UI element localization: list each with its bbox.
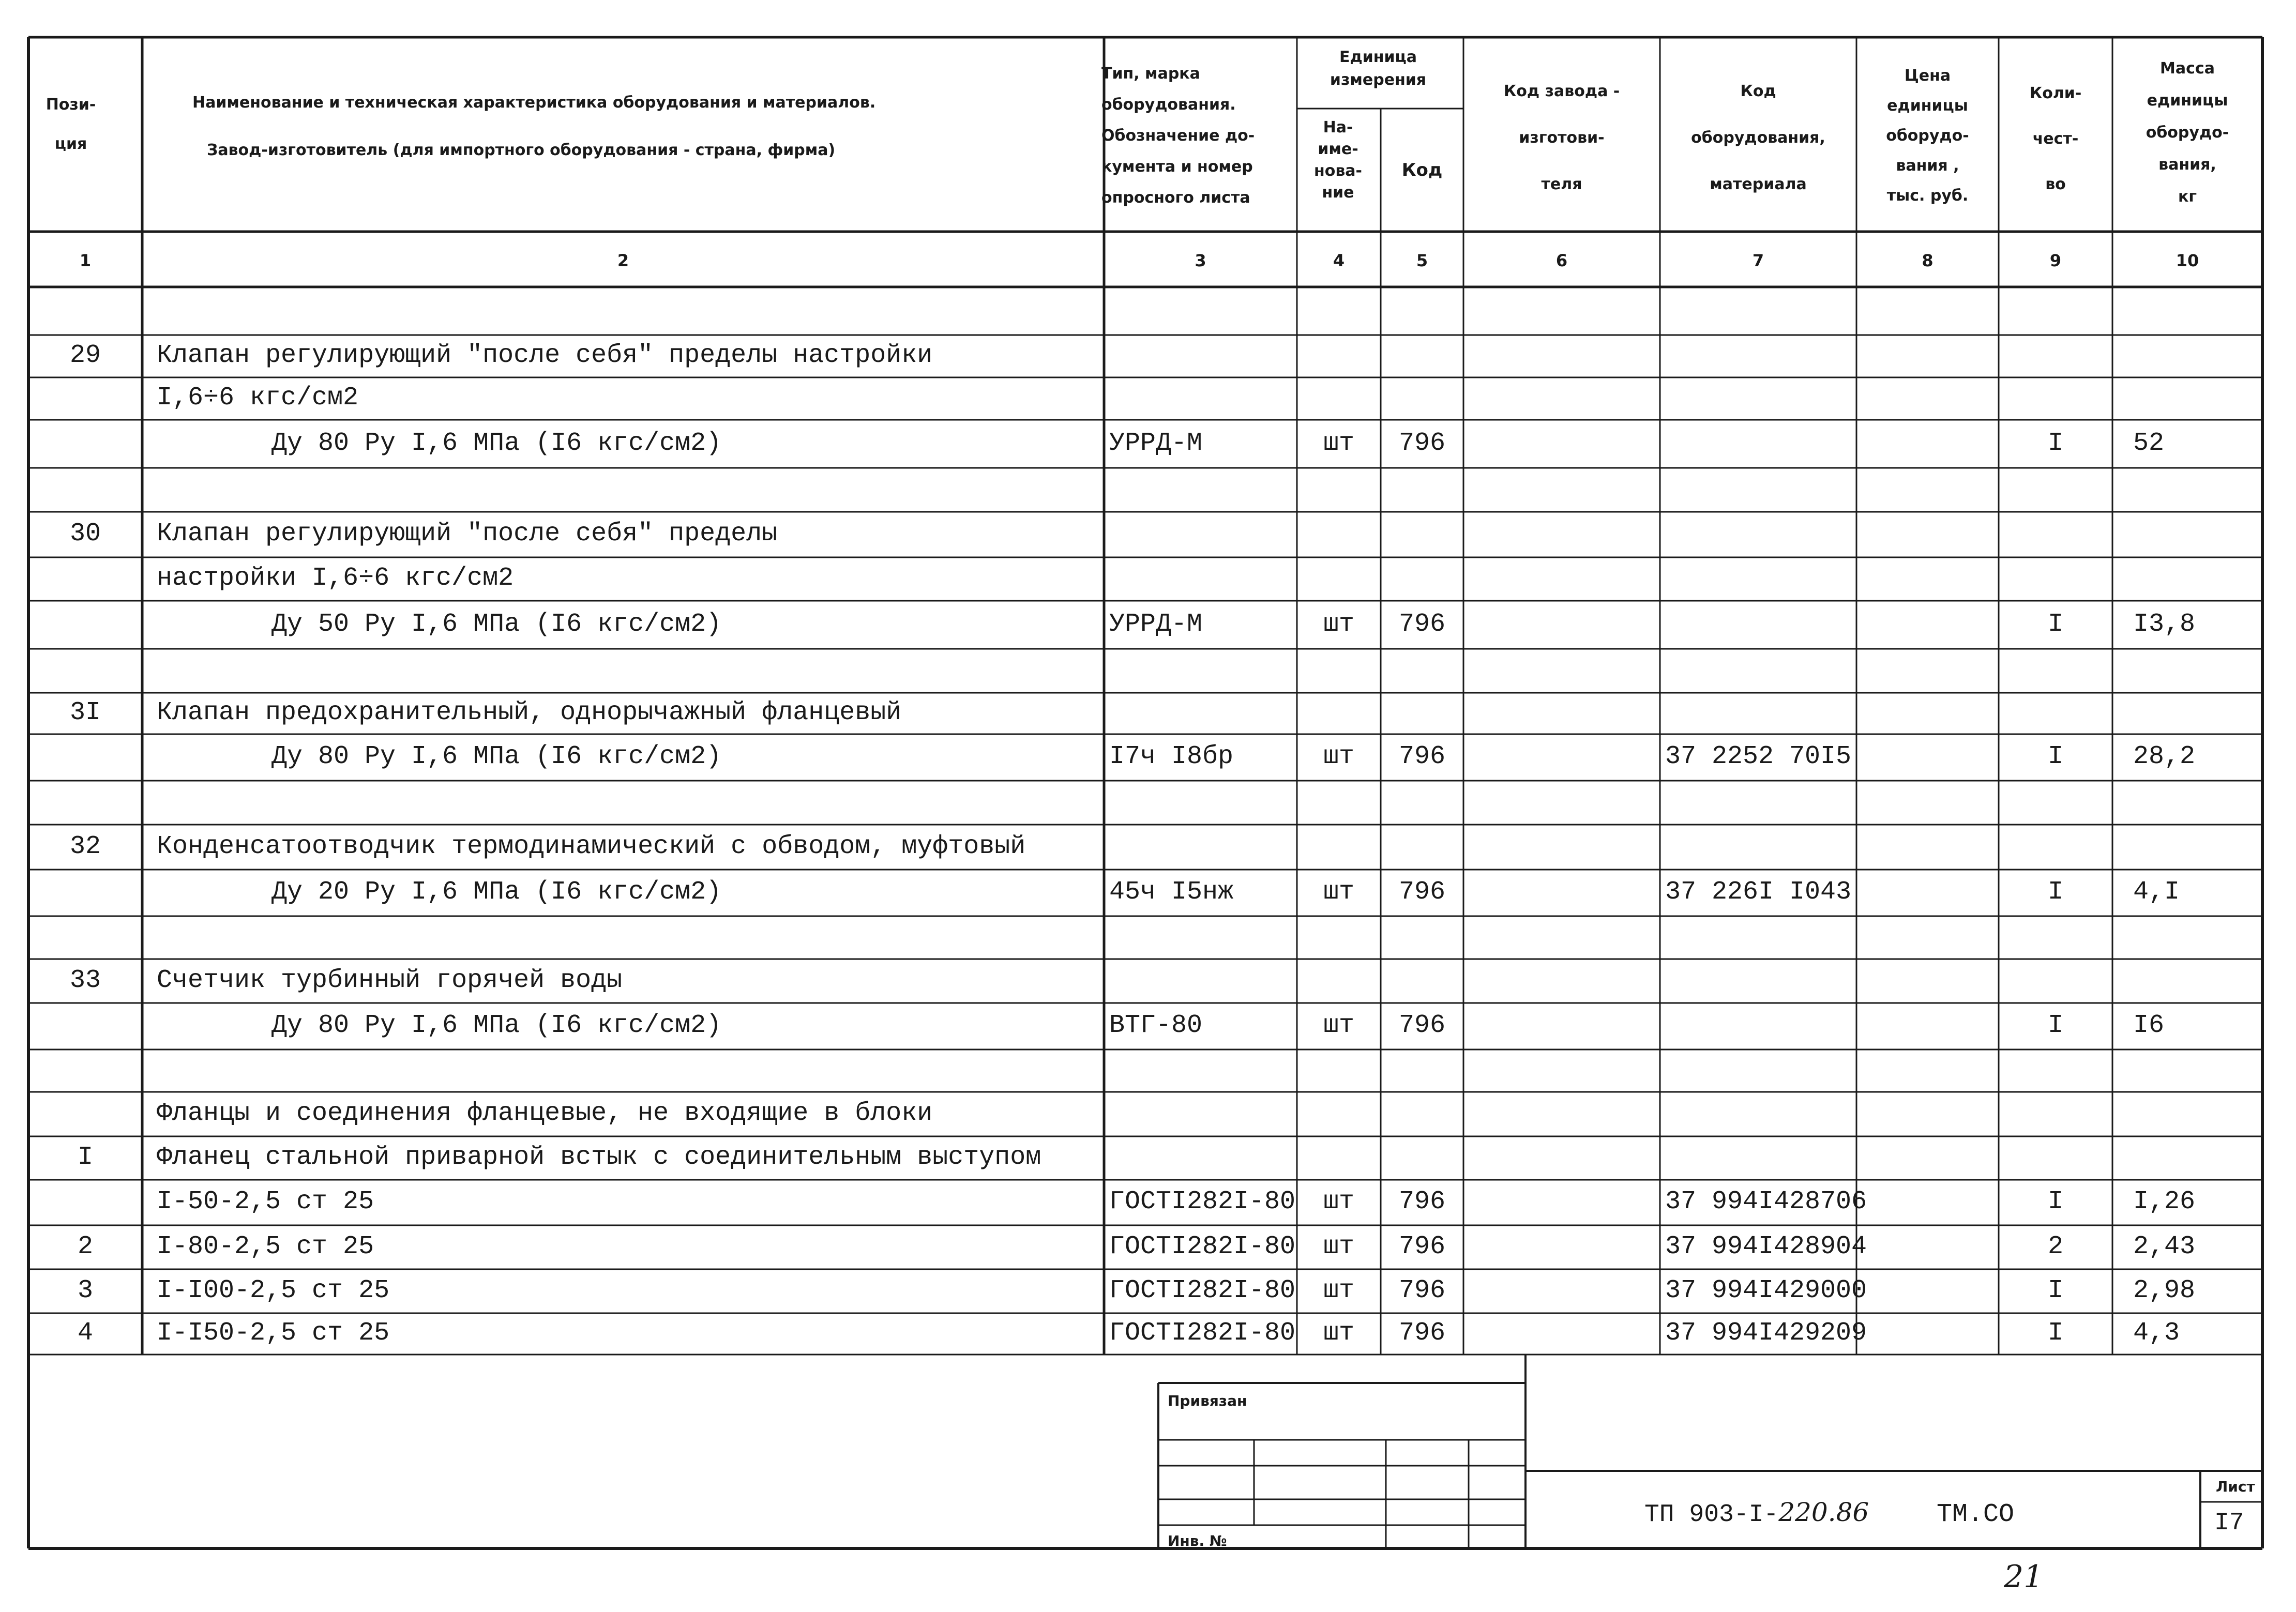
cell-position: 33: [69, 966, 101, 995]
cell-mass: 52: [2133, 429, 2165, 458]
cell-position: 4: [77, 1318, 93, 1348]
cell-position: 2: [77, 1232, 93, 1261]
cell-name: I,6÷6 кгс/см2: [157, 383, 359, 413]
cell-name: Ду 80 Ру I,6 МПа (I6 кгс/см2): [271, 1011, 722, 1040]
header-unit-l1: Единица: [1339, 48, 1417, 66]
header-type-l2: оборудования.: [1101, 96, 1236, 114]
cell-unit: шт: [1323, 877, 1354, 907]
header-plant-code-l1: Код завода -: [1503, 82, 1620, 100]
header-position-l2: ция: [54, 135, 87, 153]
header-unit: [1295, 50, 1461, 88]
document-code-prefix: ТП 903-I-: [1644, 1501, 1779, 1529]
bound-label: Привязан: [1168, 1392, 1247, 1409]
cell-type: УРРД-М: [1109, 610, 1203, 639]
cell-name: Ду 80 Ру I,6 МПа (I6 кгс/см2): [271, 742, 722, 771]
cell-unit-code: 796: [1398, 610, 1445, 639]
header-name-l2: Завод-изготовитель (для импортного оборудования - страна, фирма): [207, 141, 836, 159]
header-mass-l1: Масса: [2160, 59, 2215, 78]
cell-position: 3I: [69, 698, 101, 727]
cell-name: I-50-2,5 ст 25: [157, 1187, 374, 1216]
cell-mass: 4,I: [2133, 877, 2180, 907]
header-equip-code-l3: материала: [1710, 175, 1807, 193]
cell-name: Конденсатоотводчик термодинамический с обводом, муфтовый: [157, 832, 1026, 861]
cell-unit: шт: [1323, 1232, 1354, 1261]
header-quantity: [1999, 86, 2112, 192]
cell-equipment-code: 37 994I428904: [1665, 1232, 1867, 1261]
header-position-l1: Пози-: [46, 96, 96, 114]
header-mass-l4: вания,: [2158, 156, 2216, 174]
cell-unit-code: 796: [1398, 1011, 1445, 1040]
cell-type: I7ч I8бр: [1109, 742, 1234, 771]
header-unit-name-l3: нова-: [1313, 162, 1363, 180]
column-number-1: 1: [79, 251, 92, 270]
header-type: [1101, 66, 1298, 221]
cell-name: настройки I,6÷6 кгс/см2: [157, 564, 514, 593]
cell-name: Ду 80 Ру I,6 МПа (I6 кгс/см2): [271, 429, 722, 458]
cell-unit-code: 796: [1398, 429, 1445, 458]
cell-name: Фланец стальной приварной встык с соединительным выступом: [157, 1143, 1041, 1172]
header-type-l5: опросного листа: [1101, 189, 1250, 207]
header-position: [32, 97, 110, 152]
header-equip-code-l1: Код: [1740, 82, 1776, 100]
header-type-l4: кумента и номер: [1101, 158, 1253, 176]
header-price-l5: тыс. руб.: [1886, 187, 1969, 205]
cell-mass: I,26: [2133, 1187, 2196, 1216]
header-unit-name-l1: На-: [1323, 118, 1353, 136]
cell-quantity: I: [2047, 877, 2063, 907]
cell-unit-code: 796: [1398, 1318, 1445, 1348]
column-number-2: 2: [617, 251, 629, 270]
cell-type: ВТГ-80: [1109, 1011, 1203, 1040]
header-equip-code: [1660, 84, 1856, 192]
cell-quantity: I: [2047, 742, 2063, 771]
document-code-number: 220.86: [1778, 1497, 1869, 1527]
cell-type: УРРД-М: [1109, 429, 1203, 458]
cell-mass: 28,2: [2133, 742, 2196, 771]
column-number-10: 10: [2176, 251, 2199, 270]
header-mass-l3: оборудо-: [2146, 124, 2229, 142]
cell-mass: I3,8: [2133, 610, 2196, 639]
header-quantity-l3: во: [2045, 175, 2066, 193]
column-number-9: 9: [2049, 251, 2062, 270]
header-price-l3: оборудо-: [1886, 127, 1969, 145]
cell-unit-code: 796: [1398, 742, 1445, 771]
column-number-3: 3: [1195, 251, 1206, 270]
cell-name: Фланцы и соединения фланцевые, не входящие в блоки: [157, 1099, 933, 1128]
cell-unit-code: 796: [1398, 1276, 1445, 1305]
cell-quantity: I: [2047, 1318, 2063, 1348]
cell-type: ГОСТI282I-80: [1109, 1232, 1296, 1261]
header-unit-l2: измерения: [1330, 71, 1427, 89]
header-name-l1: Наименование и техническая характеристика оборудования и материалов.: [192, 94, 876, 112]
cell-position: 32: [69, 832, 101, 861]
sheet-number: I7: [2214, 1509, 2244, 1537]
cell-mass: 4,3: [2133, 1318, 2180, 1348]
cell-quantity: I: [2047, 429, 2063, 458]
header-price-l2: единицы: [1887, 97, 1968, 115]
cell-quantity: I: [2047, 1187, 2063, 1216]
header-plant-code-l2: изготови-: [1519, 129, 1605, 147]
header-unit-name-l2: име-: [1318, 140, 1358, 158]
cell-mass: 2,43: [2133, 1232, 2196, 1261]
header-price-l1: Цена: [1904, 67, 1951, 85]
cell-name: Клапан регулирующий "после себя" пределы настройки: [157, 341, 933, 370]
header-mass: [2112, 61, 2262, 205]
header-price: [1856, 68, 1999, 204]
cell-equipment-code: 37 2252 70I5: [1665, 742, 1852, 771]
cell-unit: шт: [1323, 429, 1354, 458]
cell-mass: 2,98: [2133, 1276, 2196, 1305]
header-mass-l2: единицы: [2147, 92, 2228, 110]
cell-mass: I6: [2133, 1011, 2165, 1040]
cell-quantity: 2: [2047, 1232, 2063, 1261]
cell-unit: шт: [1323, 1276, 1354, 1305]
cell-name: I-I50-2,5 ст 25: [157, 1318, 390, 1348]
cell-equipment-code: 37 226I I043: [1665, 877, 1852, 907]
cell-type: 45ч I5нж: [1109, 877, 1234, 907]
cell-quantity: I: [2047, 610, 2063, 639]
column-number-6: 6: [1555, 251, 1568, 270]
sheet-label: Лист: [2216, 1478, 2255, 1495]
cell-quantity: I: [2047, 1276, 2063, 1305]
column-number-5: 5: [1416, 251, 1428, 270]
cell-type: ГОСТI282I-80: [1109, 1318, 1296, 1348]
cell-type: ГОСТI282I-80: [1109, 1276, 1296, 1305]
cell-name: Клапан предохранительный, однорычажный фланцевый: [157, 698, 902, 727]
cell-position: I: [77, 1143, 93, 1172]
header-unit-code: Код: [1401, 160, 1443, 180]
cell-unit: шт: [1323, 1318, 1354, 1348]
cell-position: 30: [69, 519, 101, 549]
cell-name: I-I00-2,5 ст 25: [157, 1276, 390, 1305]
header-mass-l5: кг: [2178, 188, 2197, 206]
cell-type: ГОСТI282I-80: [1109, 1187, 1296, 1216]
cell-name: Счетчик турбинный горячей воды: [157, 966, 623, 995]
header-price-l4: вания ,: [1896, 157, 1959, 175]
cell-name: Ду 50 Ру I,6 МПа (I6 кгс/см2): [271, 610, 722, 639]
header-plant-code-l3: теля: [1541, 175, 1582, 193]
column-number-7: 7: [1752, 251, 1764, 270]
cell-unit: шт: [1323, 1011, 1354, 1040]
cell-name: I-80-2,5 ст 25: [157, 1232, 374, 1261]
cell-unit: шт: [1323, 1187, 1354, 1216]
document-code-suffix: ТМ.СО: [1937, 1500, 2015, 1529]
column-number-8: 8: [1922, 251, 1934, 270]
cell-unit-code: 796: [1398, 877, 1445, 907]
cell-equipment-code: 37 994I428706: [1665, 1187, 1867, 1216]
header-unit-name-l4: ние: [1322, 184, 1354, 202]
cell-unit-code: 796: [1398, 1232, 1445, 1261]
header-plant-code: [1463, 84, 1660, 192]
header-unit-name: [1295, 120, 1381, 207]
header-quantity-l2: чест-: [2032, 130, 2079, 148]
cell-equipment-code: 37 994I429000: [1665, 1276, 1867, 1305]
cell-name: Ду 20 Ру I,6 МПа (I6 кгс/см2): [271, 877, 722, 907]
inventory-number-label: Инв. №: [1168, 1532, 1227, 1549]
cell-name: Клапан регулирующий "после себя" пределы: [157, 519, 778, 549]
header-type-l1: Тип, марка: [1101, 65, 1200, 83]
column-number-4: 4: [1333, 251, 1345, 270]
cell-equipment-code: 37 994I429209: [1665, 1318, 1867, 1348]
header-quantity-l1: Коли-: [2029, 84, 2082, 102]
page-number: 21: [2004, 1559, 2044, 1595]
cell-unit: шт: [1323, 742, 1354, 771]
cell-unit: шт: [1323, 610, 1354, 639]
cell-position: 29: [69, 341, 101, 370]
header-equip-code-l2: оборудования,: [1691, 129, 1825, 147]
cell-unit-code: 796: [1398, 1187, 1445, 1216]
document-code: [1644, 1499, 1869, 1527]
header-type-l3: Обозначение до-: [1101, 127, 1255, 145]
cell-position: 3: [77, 1276, 93, 1305]
cell-quantity: I: [2047, 1011, 2063, 1040]
